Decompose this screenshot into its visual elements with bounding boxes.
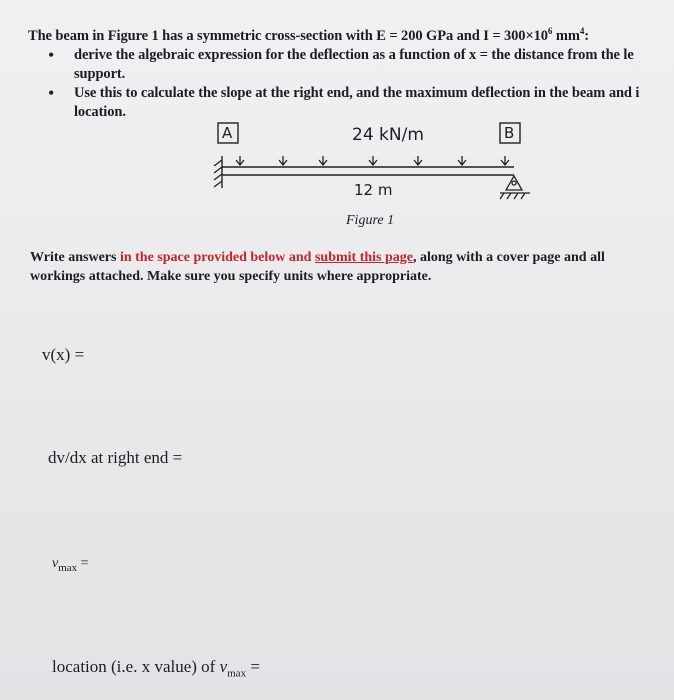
instructions-line-2: workings attached. Make sure you specify units where appropriate.: [30, 269, 432, 284]
instructions-line-1: Write answers in the space provided below and submit this page, along with a cover page and all: [30, 250, 605, 265]
bullet-dot: •: [48, 83, 55, 103]
bullet-1-line-1: derive the algebraic expression for the deflection as a function of x = the distance from the le: [74, 47, 634, 63]
bullet-1-line-2: support.: [74, 66, 126, 82]
span-label: 12 m: [354, 181, 393, 199]
load-label: 24 kN/m: [352, 125, 424, 145]
figure-caption: Figure 1: [346, 213, 395, 228]
pin-support-b: [500, 176, 530, 199]
bullet-2-line-2: location.: [74, 104, 126, 120]
problem-statement: The beam in Figure 1 has a symmetric cross-section with E = 200 GPa and $I = 300\times 10^6$ $mm^4$:: [28, 26, 589, 44]
fixed-support-a: [214, 156, 222, 188]
distributed-load-arrows: [236, 156, 509, 165]
answer-location-label: location (i.e. x value) of $v_{max}$ =: [52, 657, 260, 680]
answer-deflection-label: v(x) =: [42, 345, 85, 364]
label-b: B: [504, 124, 515, 142]
answer-slope-label: dv/dx at right end =: [48, 448, 183, 467]
answer-vmax-label: $v_{max}$ =: [52, 556, 89, 574]
bullet-dot: •: [48, 45, 55, 65]
bullet-2-line-1: Use this to calculate the slope at the right end, and the maximum deflection in the beam and i: [74, 85, 640, 101]
label-a: A: [222, 124, 233, 142]
